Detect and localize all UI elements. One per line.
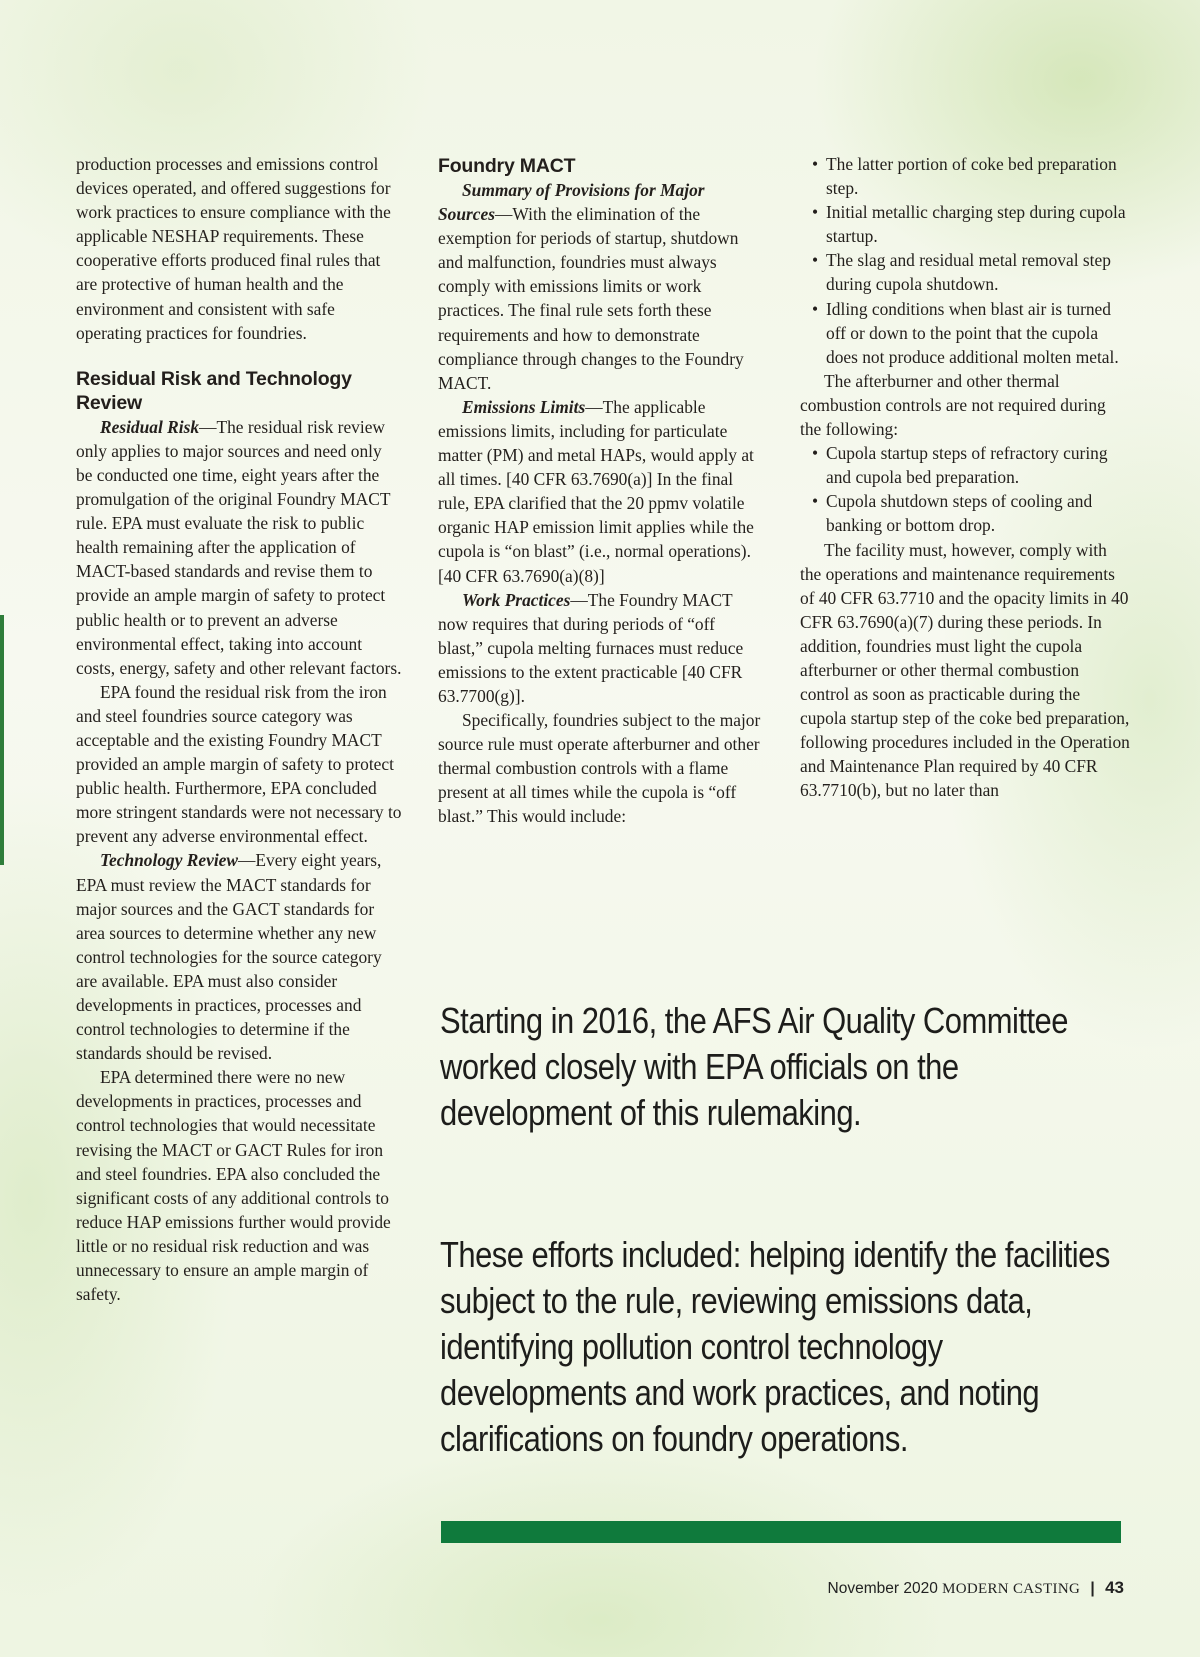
article-column-1 xyxy=(76,152,402,1306)
epa-found-paragraph: EPA found the residual risk from the iron and steel foundries source category was acceptable and the existing Foundry MACT provided an ample margin of safety to protect public health. Furthermore, EPA concluded more stringent standards were not necessary to prevent any adverse environmental effect. xyxy=(76,681,402,847)
not-required-steps-list xyxy=(800,441,1130,537)
page-footer xyxy=(700,1578,1124,1598)
section-heading-foundry-mact: Foundry MACT xyxy=(438,155,576,177)
list-item: • The slag and residual metal removal step during cupola shutdown. xyxy=(800,248,1130,296)
summary-lead: Summary of Provisions for Major Sources xyxy=(438,180,705,225)
emissions-limits-lead: Emissions Limits xyxy=(462,396,586,417)
epa-determined-paragraph: EPA determined there were no new developments in practices, processes and control technologies that would necessitate revising the MACT or GACT Rules for iron and steel foundries. EPA also concluded the significant costs of any additional controls to reduce HAP emissions further would provide little or no residual risk reduction and was unnecessary to ensure an ample margin of safety. xyxy=(76,1067,391,1305)
specifically-paragraph: Specifically, foundries subject to the major source rule must operate afterburner and other thermal combustion controls with a flame present at all times while the cupola is “off blast.” This would include: xyxy=(438,710,761,827)
green-divider-bar xyxy=(441,1521,1121,1543)
pull-quote-2: These efforts included: helping identify the facilities subject to the rule, reviewing emissions data, identifying pollution control technology developments and work practices, and noting clarifications on foundry operations. xyxy=(440,1234,1110,1459)
list-item: • The latter portion of coke bed preparation step. xyxy=(800,152,1130,200)
list-item: • Cupola startup steps of refractory curing and cupola bed preparation. xyxy=(800,441,1130,489)
work-practices-lead: Work Practices xyxy=(462,589,571,610)
list-item: • Initial metallic charging step during cupola startup. xyxy=(800,200,1130,248)
residual-risk-lead: Residual Risk xyxy=(100,416,200,437)
summary-paragraph: Summary of Provisions for Major Sources—With the elimination of the exemption for periods of startup, shutdown and malfunction, foundries must always comply with emissions limits or work practices. The final rule sets forth these requirements and how to demonstrate compliance through changes to the Foundry MACT. xyxy=(438,180,744,393)
work-practices-paragraph: Work Practices—The Foundry MACT now requires that during periods of “off blast,” cupola melting furnaces must reduce emissions to the extent practicable [40 CFR 63.7700(g)]. xyxy=(438,589,744,706)
article-column-3 xyxy=(800,152,1130,803)
intro-paragraph: production processes and emissions control devices operated, and offered suggestions for work practices to ensure compliance with the applicable NESHAP requirements. These cooperative efforts produced final rules that are protective of human health and the environment and consistent with safe operating practices for foundries. xyxy=(76,154,391,343)
residual-risk-paragraph: Residual Risk—The residual risk review only applies to major sources and need only be conducted one time, eight years after the promulgation of the original Foundry MACT rule. EPA must evaluate the risk to public health remaining after the application of MACT-based standards and revise them to provide an ample margin of safety to protect public health or to prevent an adverse environmental effect, taking into account costs, energy, safety and other relevant factors. xyxy=(76,416,402,678)
footer-separator: | xyxy=(1090,1580,1095,1597)
article-column-2 xyxy=(438,154,764,829)
magazine-name: MODERN CASTING xyxy=(942,1581,1081,1597)
off-blast-steps-list xyxy=(800,152,1130,369)
technology-review-paragraph: Technology Review—Every eight years, EPA must review the MACT standards for major sources and the GACT standards for area sources to determine whether any new control technologies for the source category are available. EPA must also consider developments in practices, processes and control technologies to determine if the standards should be revised. xyxy=(76,850,382,1064)
issue-date: November 2020 xyxy=(827,1580,938,1597)
facility-paragraph: The facility must, however, comply with the operations and maintenance requirements of 40 CFR 63.7710 and the opacity limits in 40 CFR 63.7690(a)(7) during these periods. In addition, foundries must light the cupola afterburner or other thermal combustion control as soon as practicable during the cupola startup step of the coke bed preparation, following procedures included in the Operation and Maintenance Plan required by 40 CFR 63.7710(b), but no later than xyxy=(800,539,1130,801)
emissions-limits-paragraph: Emissions Limits—The applicable emissions limits, including for particulate matter (PM) and metal HAPs, would apply at all times. [40 CFR 63.7690(a)] In the final rule, EPA clarified that the 20 ppmv volatile organic HAP emission limit applies while the cupola is “on blast” (i.e., normal operations). [40 CFR 63.7690(a)(8)] xyxy=(438,396,754,586)
section-heading-residual-risk: Residual Risk and Technology Review xyxy=(76,367,352,414)
edge-accent-bar xyxy=(0,615,4,865)
afterburner-paragraph: The afterburner and other thermal combustion controls are not required during the following: xyxy=(800,370,1106,440)
page-number: 43 xyxy=(1105,1578,1124,1597)
list-item: • Cupola shutdown steps of cooling and banking or bottom drop. xyxy=(800,489,1130,537)
list-item: • Idling conditions when blast air is turned off or down to the point that the cupola does not produce additional molten metal. xyxy=(800,297,1130,369)
technology-review-lead: Technology Review xyxy=(100,850,238,871)
pull-quote-1: Starting in 2016, the AFS Air Quality Committee worked closely with EPA officials on the development of this rulemaking. xyxy=(440,1000,1068,1133)
